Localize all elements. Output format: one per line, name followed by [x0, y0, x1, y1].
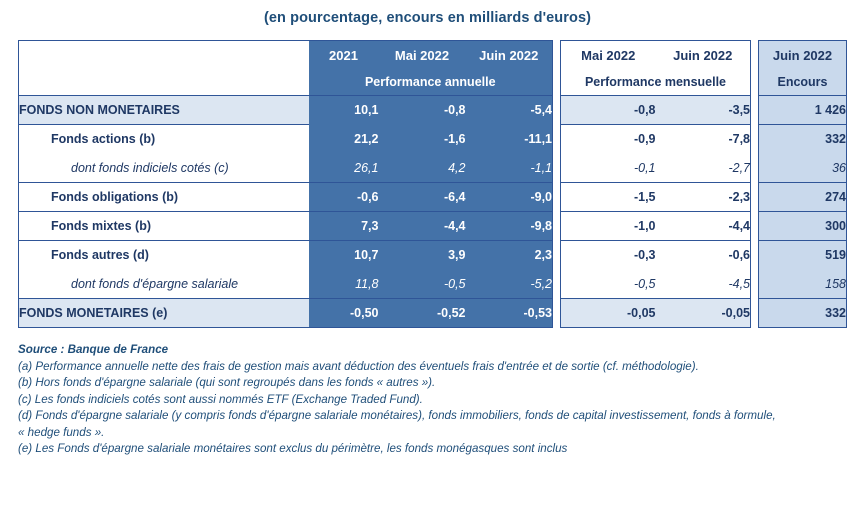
- row-gap-1: [553, 299, 561, 328]
- header-year-2021: 2021: [309, 41, 379, 70]
- footnote-a: (a) Performance annuelle nette des frais de gestion mais avant déduction des éventuels frais d'entrée et de sortie (cf. méthodologie).: [18, 359, 699, 373]
- cell-monthly-juin2022: -4,5: [656, 270, 751, 299]
- cell-annual-mai2022: -0,52: [379, 299, 466, 328]
- footnote-d: (d) Fonds d'épargne salariale (y compris fonds d'épargne salariale monétaires), fonds immobiliers, fonds de capital investissement, fonds à formule,: [18, 409, 776, 422]
- table-header-group-row: [19, 69, 847, 96]
- cell-annual-juin2022: -9,0: [466, 183, 553, 212]
- cell-annual-2021: 10,7: [309, 241, 379, 270]
- cell-encours: 158: [759, 270, 847, 299]
- cell-annual-2021: 7,3: [309, 212, 379, 241]
- cell-annual-mai2022: 3,9: [379, 241, 466, 270]
- footnote-e: (e) Les Fonds d'épargne salariale monétaires sont exclus du périmètre, les fonds monégasques sont inclus: [18, 442, 568, 455]
- header-corner-cell: [19, 41, 309, 70]
- cell-encours: 332: [759, 125, 847, 154]
- cell-monthly-mai2022: -0,9: [561, 125, 656, 154]
- cell-monthly-juin2022: -0,6: [656, 241, 751, 270]
- cell-annual-2021: -0,50: [309, 299, 379, 328]
- cell-monthly-juin2022: -7,8: [656, 125, 751, 154]
- header-group-performance-annuelle: Performance annuelle: [309, 69, 553, 96]
- cell-encours: 332: [759, 299, 847, 328]
- cell-annual-juin2022: -11,1: [466, 125, 553, 154]
- footnote-c: (c) Les fonds indiciels cotés sont aussi nommés ETF (Exchange Traded Fund).: [18, 392, 423, 406]
- row-gap-1: [553, 154, 561, 183]
- header-group-gap-2: [751, 69, 759, 96]
- row-label: Fonds actions (b): [19, 125, 309, 154]
- table-row: [19, 299, 847, 328]
- cell-annual-mai2022: -6,4: [379, 183, 466, 212]
- cell-monthly-mai2022: -0,8: [561, 96, 656, 125]
- row-gap-2: [751, 241, 759, 270]
- row-gap-2: [751, 270, 759, 299]
- cell-monthly-mai2022: -0,5: [561, 270, 656, 299]
- table-row: [19, 241, 847, 270]
- footnote-b: (b) Hors fonds d'épargne salariale (qui sont regroupés dans les fonds « autres »).: [18, 376, 436, 389]
- cell-monthly-mai2022: -0,05: [561, 299, 656, 328]
- row-gap-1: [553, 183, 561, 212]
- row-gap-2: [751, 212, 759, 241]
- header-year-mai-2022-annual: Mai 2022: [379, 41, 466, 70]
- cell-annual-2021: 11,8: [309, 270, 379, 299]
- cell-encours: 519: [759, 241, 847, 270]
- cell-monthly-juin2022: -3,5: [656, 96, 751, 125]
- table-row: [19, 270, 847, 299]
- cell-annual-mai2022: 4,2: [379, 154, 466, 183]
- cell-annual-2021: 21,2: [309, 125, 379, 154]
- cell-encours: 36: [759, 154, 847, 183]
- footnotes: [18, 342, 855, 458]
- cell-encours: 274: [759, 183, 847, 212]
- cell-monthly-juin2022: -2,3: [656, 183, 751, 212]
- header-group-performance-mensuelle: Performance mensuelle: [561, 69, 751, 96]
- header-year-juin-2022-monthly: Juin 2022: [656, 41, 751, 70]
- cell-monthly-juin2022: -2,7: [656, 154, 751, 183]
- header-gap-1: [553, 41, 561, 70]
- cell-annual-juin2022: -5,4: [466, 96, 553, 125]
- cell-monthly-mai2022: -0,3: [561, 241, 656, 270]
- cell-monthly-mai2022: -1,0: [561, 212, 656, 241]
- footnote-d-cont: « hedge funds ».: [18, 425, 105, 439]
- row-label: FONDS MONETAIRES (e): [19, 299, 309, 328]
- cell-monthly-mai2022: -0,1: [561, 154, 656, 183]
- row-label: FONDS NON MONETAIRES: [19, 96, 309, 125]
- table-body: [19, 96, 847, 328]
- cell-annual-mai2022: -4,4: [379, 212, 466, 241]
- row-label: dont fonds indiciels cotés (c): [19, 154, 309, 183]
- row-gap-1: [553, 125, 561, 154]
- cell-annual-2021: 26,1: [309, 154, 379, 183]
- row-label: dont fonds d'épargne salariale: [19, 270, 309, 299]
- row-gap-2: [751, 125, 759, 154]
- row-gap-2: [751, 154, 759, 183]
- table-row: [19, 96, 847, 125]
- cell-annual-juin2022: -9,8: [466, 212, 553, 241]
- row-label: Fonds mixtes (b): [19, 212, 309, 241]
- header-group-corner-cell: [19, 69, 309, 96]
- cell-encours: 300: [759, 212, 847, 241]
- cell-annual-juin2022: 2,3: [466, 241, 553, 270]
- cell-annual-mai2022: -0,5: [379, 270, 466, 299]
- row-gap-1: [553, 212, 561, 241]
- row-gap-2: [751, 299, 759, 328]
- header-year-mai-2022-monthly: Mai 2022: [561, 41, 656, 70]
- fund-performance-table: [18, 40, 847, 328]
- cell-annual-mai2022: -1,6: [379, 125, 466, 154]
- row-gap-2: [751, 183, 759, 212]
- row-gap-2: [751, 96, 759, 125]
- row-gap-1: [553, 96, 561, 125]
- cell-encours: 1 426: [759, 96, 847, 125]
- cell-monthly-mai2022: -1,5: [561, 183, 656, 212]
- cell-annual-2021: -0,6: [309, 183, 379, 212]
- header-gap-2: [751, 41, 759, 70]
- row-label: Fonds obligations (b): [19, 183, 309, 212]
- table-row: [19, 212, 847, 241]
- row-label: Fonds autres (d): [19, 241, 309, 270]
- cell-annual-juin2022: -0,53: [466, 299, 553, 328]
- cell-monthly-juin2022: -0,05: [656, 299, 751, 328]
- table-row: [19, 154, 847, 183]
- cell-annual-juin2022: -1,1: [466, 154, 553, 183]
- table-row: [19, 183, 847, 212]
- cell-annual-2021: 10,1: [309, 96, 379, 125]
- table-row: [19, 125, 847, 154]
- cell-monthly-juin2022: -4,4: [656, 212, 751, 241]
- source-line: Source : Banque de France: [18, 343, 169, 356]
- cell-annual-mai2022: -0,8: [379, 96, 466, 125]
- row-gap-1: [553, 270, 561, 299]
- cell-annual-juin2022: -5,2: [466, 270, 553, 299]
- page-title: (en pourcentage, encours en milliards d'euros): [263, 10, 592, 26]
- header-year-juin-2022-annual: Juin 2022: [466, 41, 553, 70]
- row-gap-1: [553, 241, 561, 270]
- header-year-juin-2022-encours: Juin 2022: [759, 41, 847, 70]
- header-group-encours: Encours: [759, 69, 847, 96]
- header-group-gap-1: [553, 69, 561, 96]
- table-header-year-row: [19, 41, 847, 70]
